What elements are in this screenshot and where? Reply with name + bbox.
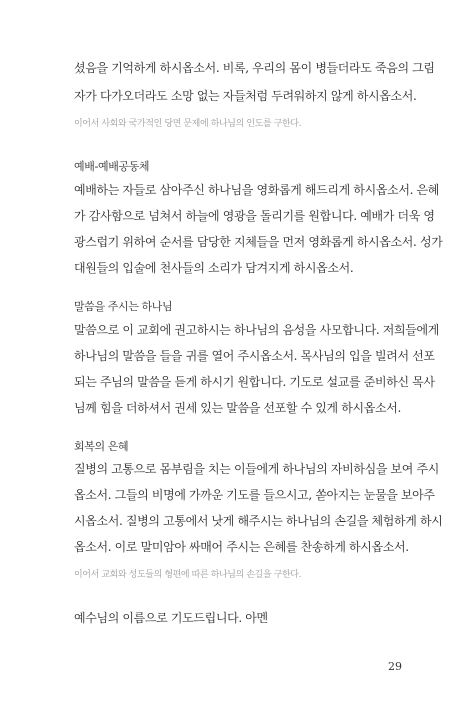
body-line: 광스럽기 위하여 순서를 담당한 지체들을 먼저 영화롭게 하시옵소서. 성가 bbox=[74, 235, 443, 249]
page-number: 29 bbox=[388, 660, 402, 673]
body-line: 대원들의 입술에 천사들의 소리가 담겨지게 하시옵소서. bbox=[74, 261, 354, 275]
body-line: 자가 다가오더라도 소망 없는 자들처럼 두려워하지 않게 하시옵소서. bbox=[74, 89, 417, 103]
body-line: 시옵소서. 질병의 고통에서 낫게 해주시는 하나님의 손길을 체험하게 하시 bbox=[74, 514, 443, 528]
body-line: 예배하는 자들로 삼아주신 하나님을 영화롭게 해드리게 하시옵소서. 은혜 bbox=[74, 183, 439, 197]
section-heading: 회복의 은혜 bbox=[74, 440, 129, 453]
body-line: 가 감사함으로 넘쳐서 하늘에 영광을 돌리기를 원합니다. 예배가 더욱 영 bbox=[74, 209, 435, 223]
guide-note: 이어서 사회와 국가적인 당면 문제에 하나님의 인도를 구한다. bbox=[74, 119, 302, 129]
closing-line: 예수님의 이름으로 기도드립니다. 아멘 bbox=[74, 611, 268, 625]
guide-note: 이어서 교회와 성도들의 형편에 따른 하나님의 손길을 구한다. bbox=[74, 570, 302, 580]
body-line: 하나님의 말씀을 들을 귀를 열어 주시옵소서. 목사님의 입을 빌려서 선포 bbox=[74, 349, 435, 363]
body-line: 셨음을 기억하게 하시옵소서. 비록, 우리의 몸이 병들더라도 죽음의 그림 bbox=[74, 61, 435, 75]
section-heading: 예배-예배공동체 bbox=[74, 160, 150, 173]
body-line: 님께 힘을 더하셔서 권세 있는 말씀을 선포할 수 있게 하시옵소서. bbox=[74, 401, 401, 415]
body-line: 말씀으로 이 교회에 권고하시는 하나님의 음성을 사모합니다. 저희들에게 bbox=[74, 323, 439, 337]
body-line: 질병의 고통으로 몸부림을 치는 이들에게 하나님의 자비하심을 보여 주시 bbox=[74, 462, 439, 476]
body-line: 옵소서. 이로 말미암아 싸매어 주시는 은혜를 찬송하게 하시옵소서. bbox=[74, 540, 409, 554]
body-line: 옵소서. 그들의 비명에 가까운 기도를 들으시고, 쏟아지는 눈물을 보아주 bbox=[74, 488, 435, 502]
section-heading: 말씀을 주시는 하나님 bbox=[74, 300, 173, 313]
body-line: 되는 주님의 말씀을 듣게 하시기 원합니다. 기도로 설교를 준비하신 목사 bbox=[74, 375, 435, 389]
